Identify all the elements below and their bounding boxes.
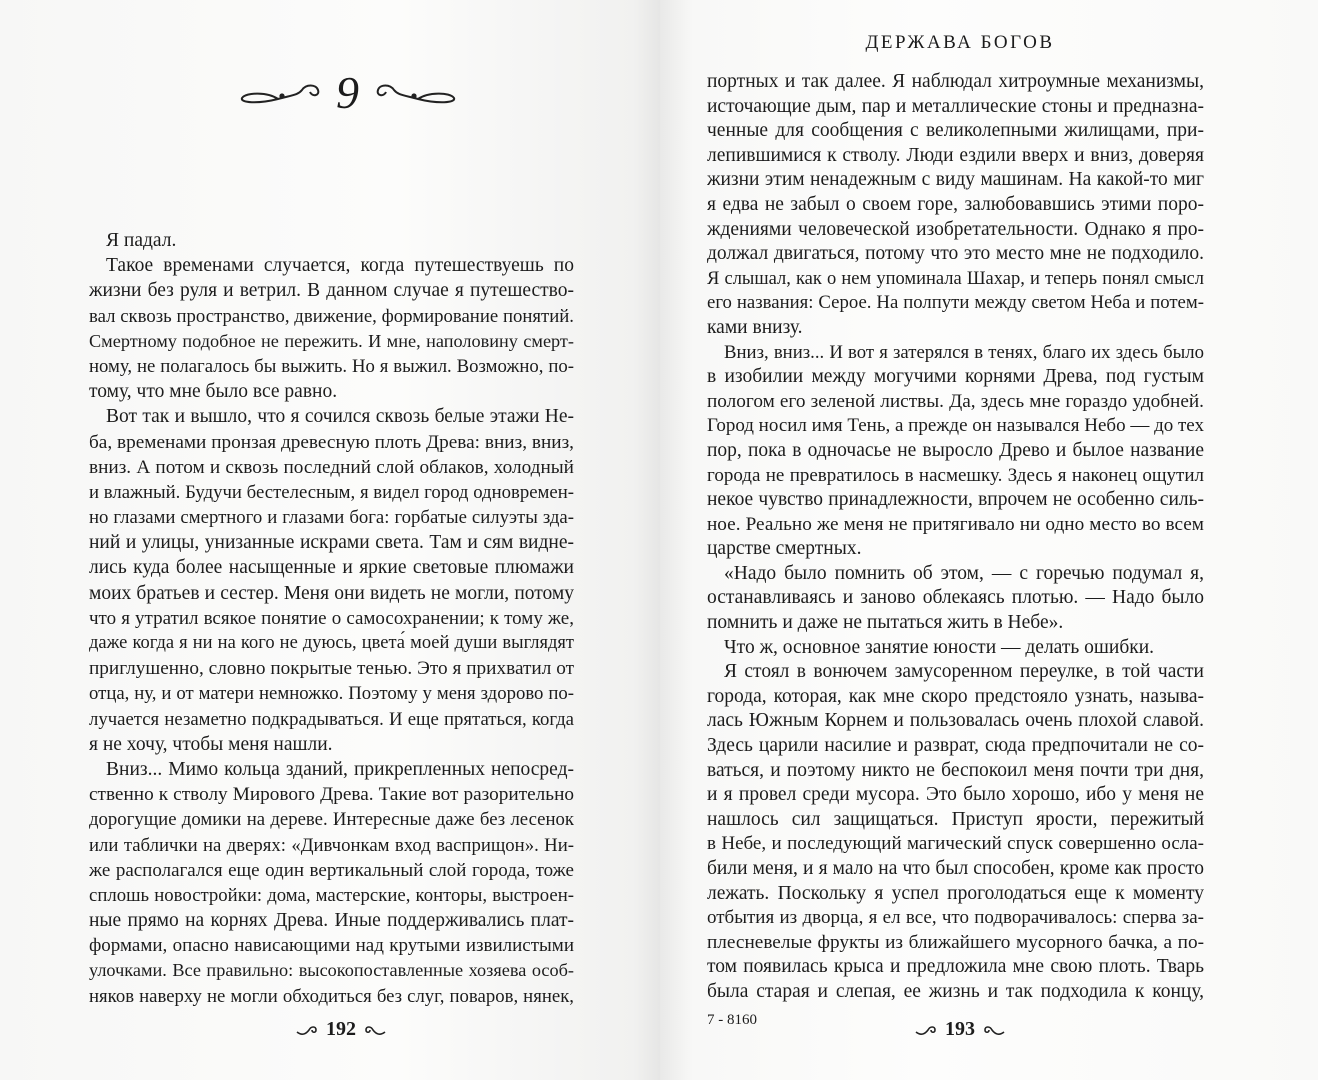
text-line: ками внизу. xyxy=(707,316,803,338)
text-line: лась Южным Корнем и пользовалась очень плохой славой. xyxy=(707,710,1204,732)
text-line: Я стоял в вонючем замусоренном переулке, в той части xyxy=(724,661,1204,683)
text-line: в Небе, и последующий магический спуск совершенно осла- xyxy=(707,833,1204,855)
text-line: Вот так и вышло, что я сочился сквозь белые этажи Не- xyxy=(106,406,574,428)
text-line: ное. Реально же меня не притягивало ни одно место во всем xyxy=(707,513,1204,535)
text-line: что я утратил всякое понятие о самосохранении; к тому же, xyxy=(89,607,574,629)
text-line: жизни этим ненадежным с виду машинам. На какой-то миг xyxy=(707,169,1204,191)
text-line: том появилась крыса и предложила мне свою плоть. Тварь xyxy=(707,956,1204,978)
text-line: была старая и слепая, ее жизнь и так подходила к концу, xyxy=(707,980,1204,1002)
signature-mark: 7 - 8160 xyxy=(707,1012,757,1028)
running-head: ДЕРЖАВА БОГОВ xyxy=(865,32,1055,53)
text-line: ба, временами пронзая древесную плоть Древа: вниз, вниз, xyxy=(89,431,574,453)
text-line: лучается незаметно подкрадываться. И еще прятаться, когда xyxy=(89,708,574,730)
text-line: ному, не полагалось бы выжить. Но я выжил. Возможно, по- xyxy=(89,355,574,377)
text-line: города, которая, как мне скоро предстояло узнать, называ- xyxy=(707,685,1204,707)
text-line: дорогущие домики на дереве. Интересные даже без лесенок xyxy=(89,809,574,831)
text-line: Вниз, вниз... И вот я затерялся в тенях, благо их здесь было xyxy=(724,341,1204,363)
text-line: ственно к стволу Мирового Древа. Такие вот разорительно xyxy=(89,784,574,806)
text-line: тому, что мне было все равно. xyxy=(89,381,338,403)
text-line: его названия: Серое. На полпути между светом Неба и потем- xyxy=(707,292,1204,314)
text-line: вал сквозь пространство, движение, формирование понятий. xyxy=(89,305,574,327)
text-line: Я слышал, как о нем упоминала Шахар, и теперь понял смысл xyxy=(707,268,1204,289)
text-line: отца, ну, и от матери немножко. Поэтому у меня здорово по- xyxy=(89,683,574,705)
text-line: Что ж, основное занятие юности — делать ошибки. xyxy=(724,636,1155,658)
text-line: жизни без руля и ветрил. В данном случае я путешество- xyxy=(89,280,574,302)
right-page-text xyxy=(707,70,1204,1005)
chapter-ornament xyxy=(238,67,458,120)
text-line: и влажный. Будучи бестелесным, я видел город одновремен- xyxy=(89,481,574,503)
text-line: «Надо было помнить об этом, — с горечью подумал я, xyxy=(724,562,1204,584)
text-line: Здесь царили насилие и разврат, сюда предпочитали не со- xyxy=(707,735,1204,757)
text-line: отбытия из дворца, я ел все, что подворачивалось: сперва за- xyxy=(707,907,1204,929)
text-line: останавливаясь и заново облекаясь плотью. — Надо было xyxy=(707,587,1204,609)
text-line: пологом его зеленой листвы. Да, здесь мне гораздо удобней. xyxy=(707,390,1204,412)
text-line: ний и улицы, унизанные искрами света. Там и сям видне- xyxy=(89,532,574,554)
page-number: 193 xyxy=(945,1018,975,1040)
text-line: некое чувство принадлежности, впрочем не особенно силь- xyxy=(707,489,1204,511)
text-line: Такое временами случается, когда путешествуешь по xyxy=(106,255,574,277)
text-line: я не хочу, чтобы меня нашли. xyxy=(89,733,333,755)
text-line: же располагался еще один вертикальный слой города, тоже xyxy=(89,859,574,881)
text-line: моих братьев и сестер. Меня они видеть не могли, потому xyxy=(89,582,574,604)
text-line: города не превратилось в насмешку. Здесь я наконец ощутил xyxy=(707,464,1204,486)
text-line: должал двигаться, потому что это место мне не подходило. xyxy=(707,243,1204,265)
text-line: ченные для сообщения с великолепными жилищами, при- xyxy=(707,120,1204,142)
folio-flourish-icon xyxy=(364,1024,386,1036)
text-line: приглушенно, словно покрытые тенью. Это я прихватил от xyxy=(89,658,574,680)
text-line: формами, опасно нависающими над крутыми извилистыми xyxy=(89,935,574,957)
text-line: лись куда более насыщенные и яркие световые плюмажи xyxy=(89,557,574,579)
text-line: и я провел среди мусора. Это было хорошо, ибо у меня не xyxy=(707,784,1204,806)
text-line: ваться, и поэтому никто не беспокоил меня почти три дня, xyxy=(707,759,1204,781)
page-number-192 xyxy=(296,1018,386,1041)
page-number-193 xyxy=(915,1018,1005,1041)
folio-flourish-icon xyxy=(983,1024,1005,1036)
folio-flourish-icon xyxy=(915,1024,937,1036)
text-line: лежать. Поскольку я успел проголодаться еще к моменту xyxy=(707,882,1204,904)
text-line: даже когда я ни на кого не дуюсь, цвета́ моей души выглядят xyxy=(89,633,574,653)
text-line: лепившимися к стволу. Люди ездили вверх и вниз, доверяя xyxy=(707,144,1204,166)
text-line: портных и так далее. Я наблюдал хитроумные механизмы, xyxy=(707,71,1204,92)
text-line: Я падал. xyxy=(106,230,177,251)
text-line: били меня, и я мало на что был способен, кроме как просто xyxy=(707,858,1204,879)
text-line: ные прямо на корнях Древа. Иные поддерживались плат- xyxy=(89,910,574,932)
text-line: няков наверху не могли обходиться без слуг, поваров, нянек, xyxy=(89,985,574,1007)
right-page xyxy=(660,0,1318,1080)
text-line: ждениями человеческой изобретательности. Однако я про- xyxy=(707,218,1204,240)
text-line: помнить и даже не пытаться жить в Небе». xyxy=(707,612,1064,634)
text-line: источающие дым, пар и металлические стоны и предназна- xyxy=(707,95,1204,117)
text-line: Смертному подобное не пережить. И мне, наполовину смерт- xyxy=(89,330,574,351)
folio-flourish-icon xyxy=(296,1024,318,1036)
text-line: нашлось сил защищаться. Приступ ярости, пережитый xyxy=(707,808,1204,830)
text-line: Город носил имя Тень, а прежде он назывался Небо — до тех xyxy=(707,415,1204,437)
text-line: Вниз... Мимо кольца зданий, прикрепленных непосред- xyxy=(106,758,574,780)
left-page-text xyxy=(89,228,574,1009)
text-line: плесневелые фрукты из ближайшего мусорного бачка, а по- xyxy=(707,931,1204,953)
text-line: улочками. Все правильно: высокопоставленные хозяева особ- xyxy=(89,960,574,981)
text-line: или таблички на дверях: «Дивчонкам вход васприщон». Ни- xyxy=(89,834,574,856)
text-line: я едва не забыл о своем горе, залюбовавшись этими поро- xyxy=(707,193,1204,215)
text-line: в изобилии между могучими корнями Древа, под густым xyxy=(707,366,1204,388)
text-line: но глазами смертного и глазами бога: горбатые силуэты зда- xyxy=(89,507,574,529)
chapter-number: 9 xyxy=(336,67,359,118)
text-line: сплошь новостройки: дома, мастерские, конторы, выстроен- xyxy=(89,884,574,906)
text-line: царстве смертных. xyxy=(707,538,862,560)
text-line: пор, пока в одночасье не выросло Древо и былое название xyxy=(707,439,1204,461)
page-number: 192 xyxy=(326,1018,356,1040)
text-line: вниз. А потом и сквозь последний слой облаков, холодный xyxy=(89,456,574,478)
